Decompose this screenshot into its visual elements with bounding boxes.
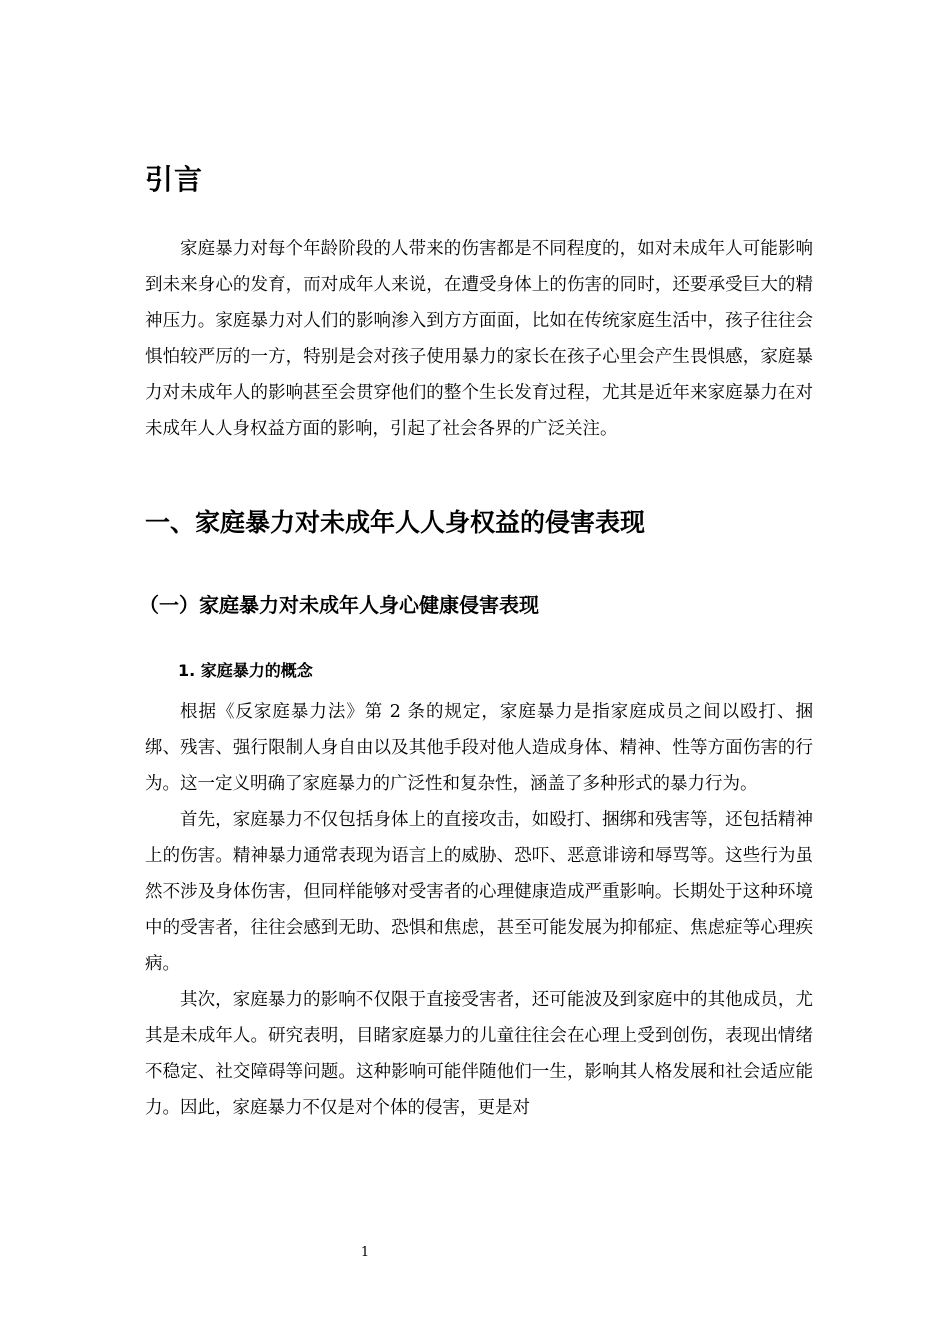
subsubsection-heading: 1. 家庭暴力的概念 [178,661,313,680]
subsection-heading: （一）家庭暴力对未成年人身心健康侵害表现 [139,593,539,617]
intro-paragraph: 家庭暴力对每个年龄阶段的人带来的伤害都是不同程度的，如对未成年人可能影响到未来身心的发育，而对成年人来说，在遭受身体上的伤害的同时，还要承受巨大的精神压力。家庭暴力对人们的影响渗入到方方面面，比如在传统家庭生活中，孩子往往会惧怕较严厉的一方，特别是会对孩子使用暴力的家长在孩子心里会产生畏惧感，家庭暴力对未成年人的影响甚至会贯穿他们的整个生长发育过程，尤其是近年来家庭暴力在对未成年人人身权益方面的影响，引起了社会各界的广泛关注。 [145,239,813,439]
page-number: 1 [360,1245,370,1260]
page-content [139,158,813,1126]
body-paragraph-first: 首先，家庭暴力不仅包括身体上的直接攻击，如殴打、捆绑和残害等，还包括精神上的伤害。精神暴力通常表现为语言上的威胁、恐吓、恶意诽谤和辱骂等。这些行为虽然不涉及身体伤害，但同样能够对受害者的心理健康造成严重影响。长期处于这种环境中的受害者，往往会感到无助、恐惧和焦虑，甚至可能发展为抑郁症、焦虑症等心理疾病。 [145,810,813,974]
body-paragraph-definition: 根据《反家庭暴力法》第 2 条的规定，家庭暴力是指家庭成员之间以殴打、捆绑、残害、强行限制人身自由以及其他手段对他人造成身体、精神、性等方面伤害的行为。这一定义明确了家庭暴力的广泛性和复杂性，涵盖了多种形式的暴力行为。 [145,702,813,794]
body-paragraph-second: 其次，家庭暴力的影响不仅限于直接受害者，还可能波及到家庭中的其他成员，尤其是未成年人。研究表明，目睹家庭暴力的儿童往往会在心理上受到创伤，表现出情绪不稳定、社交障碍等问题。这种影响可能伴随他们一生，影响其人格发展和社会适应能力。因此，家庭暴力不仅是对个体的侵害，更是对 [145,990,813,1118]
section-heading: 一、家庭暴力对未成年人人身权益的侵害表现 [145,508,646,537]
intro-heading: 引言 [145,163,204,196]
